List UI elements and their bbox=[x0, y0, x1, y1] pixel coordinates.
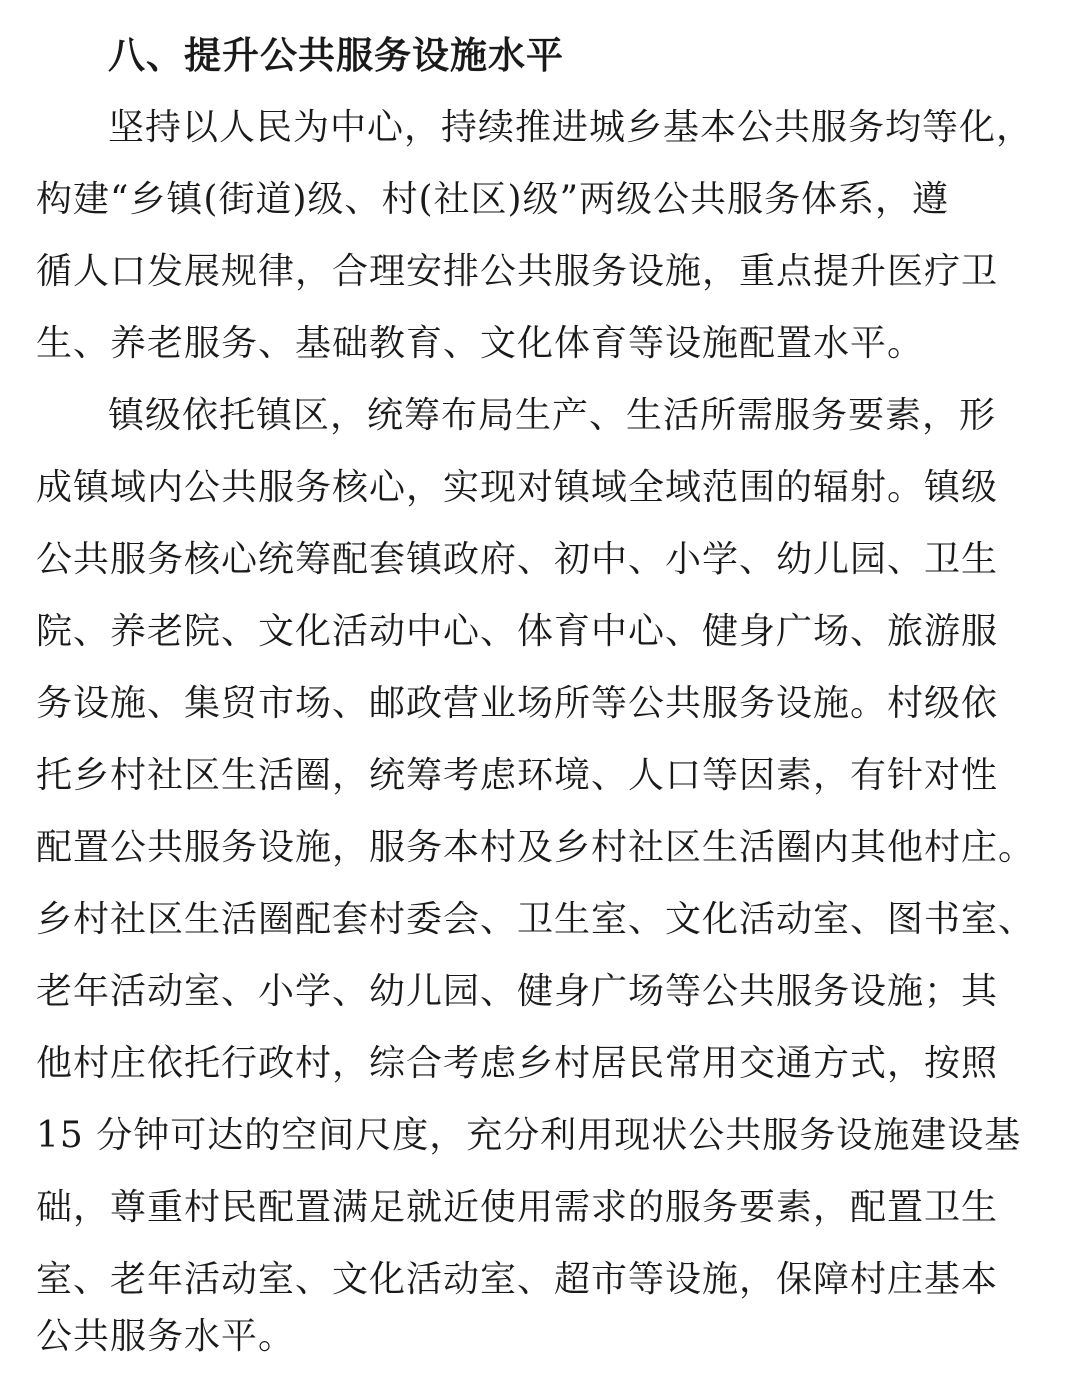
paragraph-2-line-4: 院、养老院、文化活动中心、体育中心、健身广场、旅游服 bbox=[36, 611, 999, 652]
paragraph-2-line-7: 配置公共服务设施，服务本村及乡村社区生活圈内其他村庄。 bbox=[36, 827, 1036, 868]
paragraph-2-line-8: 乡村社区生活圈配套村委会、卫生室、文化活动室、图书室、 bbox=[36, 899, 1036, 940]
paragraph-2-line-10: 他村庄依托行政村，综合考虑乡村居民常用交通方式，按照 bbox=[36, 1043, 999, 1084]
paragraph-2-line-5: 务设施、集贸市场、邮政营业场所等公共服务设施。村级依 bbox=[36, 683, 999, 724]
paragraph-1-line-3: 循人口发展规律，合理安排公共服务设施，重点提升医疗卫 bbox=[36, 251, 999, 292]
paragraph-2-line-9: 老年活动室、小学、幼儿园、健身广场等公共服务设施；其 bbox=[36, 971, 999, 1012]
paragraph-1-line-1: 坚持以人民为中心，持续推进城乡基本公共服务均等化， bbox=[108, 107, 1034, 148]
paragraph-1-line-2: 构建“乡镇(街道)级、村(社区)级”两级公共服务体系，遵 bbox=[36, 179, 949, 220]
section-heading: 八、提升公共服务设施水平 bbox=[108, 34, 564, 77]
paragraph-2-line-2: 成镇域内公共服务核心，实现对镇域全域范围的辐射。镇级 bbox=[36, 467, 999, 508]
paragraph-2-line-1: 镇级依托镇区，统筹布局生产、生活所需服务要素，形 bbox=[108, 395, 997, 436]
paragraph-2-line-3: 公共服务核心统筹配套镇政府、初中、小学、幼儿园、卫生 bbox=[36, 539, 999, 580]
paragraph-1-line-4: 生、养老服务、基础教育、文化体育等设施配置水平。 bbox=[36, 323, 925, 364]
paragraph-2-line-13: 室、老年活动室、文化活动室、超市等设施，保障村庄基本 bbox=[36, 1259, 999, 1300]
paragraph-2-line-11: 15 分钟可达的空间尺度，充分利用现状公共服务设施建设基 bbox=[36, 1115, 1022, 1156]
paragraph-2-line-12: 础，尊重村民配置满足就近使用需求的服务要素，配置卫生 bbox=[36, 1187, 999, 1228]
paragraph-2-line-14: 公共服务水平。 bbox=[36, 1316, 296, 1357]
paragraph-2-line-6: 托乡村社区生活圈，统筹考虑环境、人口等因素，有针对性 bbox=[36, 755, 999, 796]
